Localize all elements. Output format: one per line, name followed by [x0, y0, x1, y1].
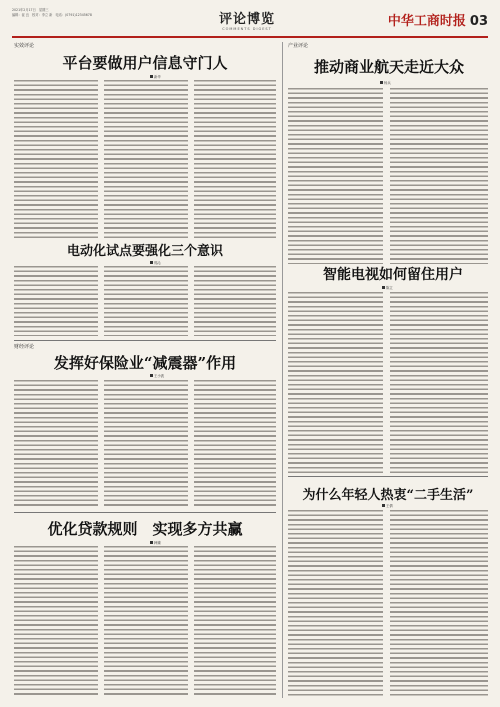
section-label-right-top: 产业评论	[288, 43, 309, 49]
article-7-text-col-2	[390, 510, 488, 696]
section-title: 评论博览	[218, 12, 275, 27]
headline-article-7: 为什么年轻人热衷“二手生活”	[302, 488, 474, 503]
article-1-text-col-3	[194, 80, 276, 240]
headline-article-5: 推动商业航天走近大众	[313, 58, 464, 76]
headline-article-4: 优化贷款规则 实现多方共赢	[47, 520, 243, 538]
article-6-text-col-2	[390, 292, 488, 474]
article-1-text-col-1	[14, 80, 98, 240]
masthead-info	[12, 8, 92, 18]
headline-article-1: 平台要做用户信息守门人	[62, 54, 228, 72]
divider	[14, 340, 276, 341]
byline-article-6: 陈立	[382, 285, 393, 290]
section-label-left-middle: 财经评论	[14, 344, 35, 350]
article-5-text-col-1	[288, 88, 383, 264]
article-4-text-col-2	[104, 546, 188, 696]
byline-article-1: 新华	[150, 74, 161, 79]
divider	[288, 476, 488, 477]
byline-article-3: 王小波	[150, 373, 164, 378]
article-2-text-col-2	[104, 266, 188, 336]
byline-article-2: 郭沁	[150, 260, 161, 265]
paper-name: 中华工商时报	[387, 14, 466, 29]
page-number: 03	[469, 14, 488, 29]
article-4-text-col-1	[14, 546, 98, 696]
paper-name-block	[388, 10, 488, 29]
headline-article-3: 发挥好保险业“减震器”作用	[53, 354, 237, 372]
article-2-text-col-3	[194, 266, 276, 336]
section-banner	[192, 8, 302, 31]
article-5-text-col-2	[390, 88, 488, 264]
headline-article-6: 智能电视如何留住用户	[323, 267, 463, 283]
masthead	[12, 8, 488, 34]
divider	[14, 512, 276, 513]
article-6-text-col-1	[288, 292, 383, 474]
issue-date: 2021年2月17日 星期三	[12, 8, 49, 12]
article-7-text-col-1	[288, 510, 383, 696]
article-3-text-col-2	[104, 380, 188, 508]
masthead-rule	[12, 36, 488, 38]
byline-article-5: 杨兵	[380, 80, 391, 85]
editors-line: 编辑：崔 良 校对：李立 新 电话：(0791)12345678	[12, 13, 92, 17]
article-1-text-col-2	[104, 80, 188, 240]
article-3-text-col-1	[14, 380, 98, 508]
headline-article-2: 电动化试点要强化三个意识	[66, 244, 223, 259]
byline-article-4: 韩臻	[150, 540, 161, 545]
article-2-text-col-1	[14, 266, 98, 336]
article-3-text-col-3	[194, 380, 276, 508]
section-label-left-top: 实效评论	[14, 43, 35, 49]
section-subtitle: COMMENTS DIGEST	[222, 27, 272, 31]
byline-article-7: 王倩	[382, 503, 393, 508]
article-4-text-col-3	[194, 546, 276, 696]
column-divider	[282, 42, 283, 698]
